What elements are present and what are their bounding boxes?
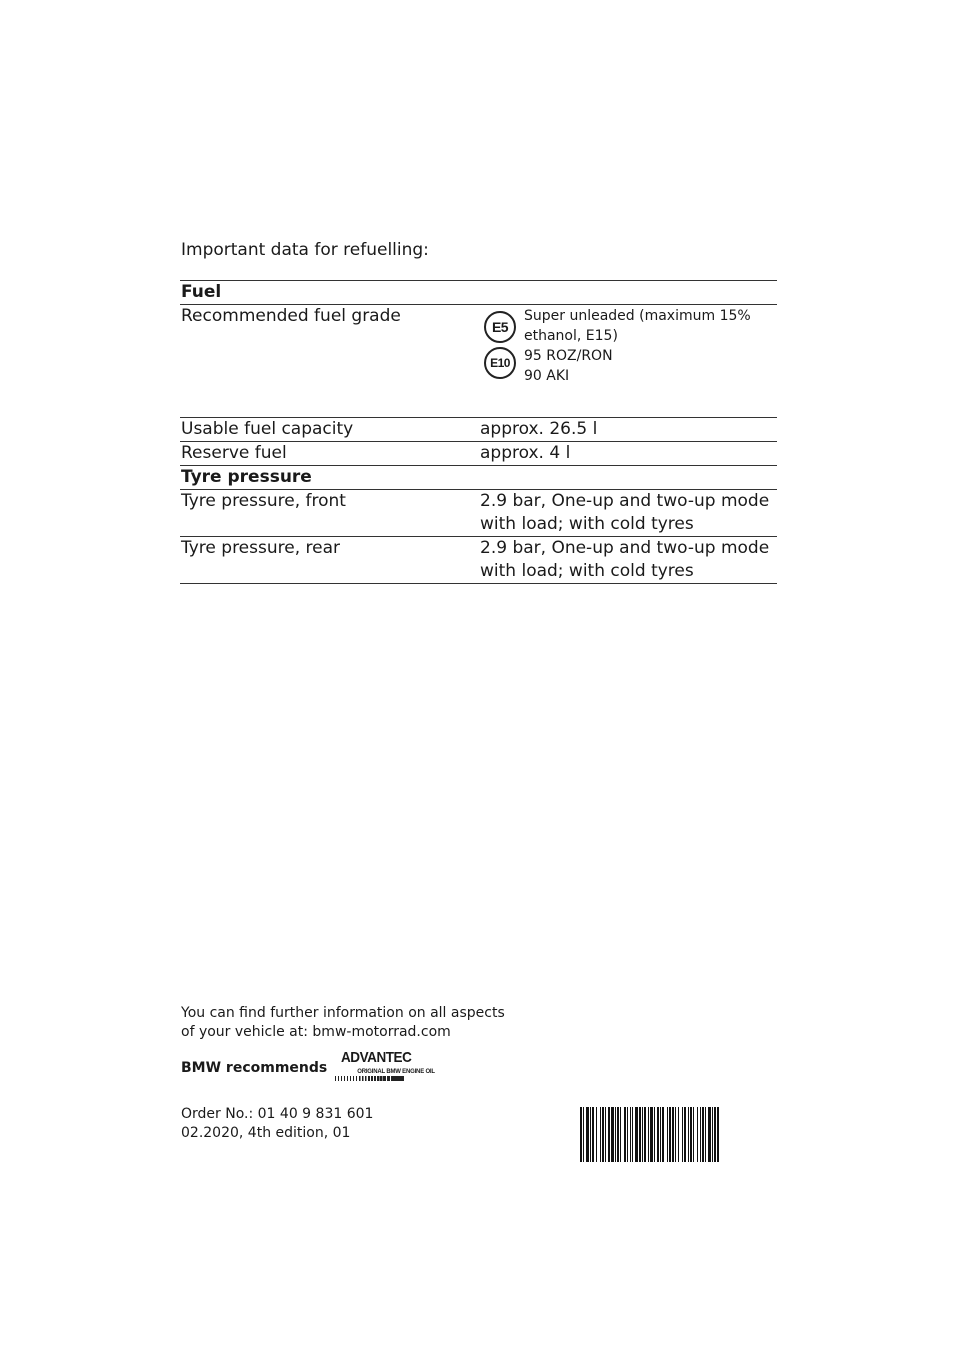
fuel-grade-line: Super unleaded (maximum 15% bbox=[524, 308, 751, 324]
fuel-grade-line: 90 AKI bbox=[524, 368, 570, 384]
fuel-grade-text bbox=[520, 305, 751, 417]
section-fuel bbox=[180, 280, 777, 304]
advantec-logo-subtitle: ORIGINAL BMW ENGINE OIL bbox=[357, 1069, 435, 1075]
further-info bbox=[181, 1004, 505, 1042]
advantec-logo-title: ADVANTEC bbox=[341, 1049, 412, 1066]
advantec-logo bbox=[335, 1049, 447, 1083]
order-number: Order No.: 01 40 9 831 601 bbox=[181, 1106, 374, 1122]
section-tyre-pressure bbox=[180, 465, 777, 489]
intro-heading: Important data for refuelling: bbox=[181, 240, 429, 260]
barcode-icon bbox=[580, 1107, 777, 1162]
edition-info: 02.2020, 4th edition, 01 bbox=[181, 1125, 351, 1141]
row-fuel-capacity bbox=[180, 417, 777, 441]
fuel-badges bbox=[480, 305, 520, 417]
fuel-capacity-label: Usable fuel capacity bbox=[181, 419, 354, 439]
row-reserve-fuel bbox=[180, 441, 777, 465]
order-info bbox=[181, 1105, 373, 1143]
tyre-rear-label: Tyre pressure, rear bbox=[181, 538, 340, 558]
section-fuel-label: Fuel bbox=[181, 282, 222, 302]
e10-badge-icon: E10 bbox=[484, 347, 516, 379]
e5-badge-icon: E5 bbox=[484, 311, 516, 343]
tyre-rear-value: 2.9 bar, One-up and two-up mode with load; with cold tyres bbox=[480, 538, 770, 581]
fuel-grade-line: 95 ROZ/RON bbox=[524, 348, 613, 364]
fuel-capacity-value: approx. 26.5 l bbox=[480, 419, 598, 439]
advantec-stripes-icon bbox=[335, 1076, 405, 1081]
reserve-fuel-label: Reserve fuel bbox=[181, 443, 287, 463]
fuel-grade-value bbox=[480, 305, 777, 417]
fuel-grade-line: ethanol, E15) bbox=[524, 328, 618, 344]
fuel-grade-label: Recommended fuel grade bbox=[181, 306, 401, 326]
recommends-label: BMW recommends bbox=[181, 1060, 328, 1076]
row-tyre-front bbox=[180, 489, 777, 536]
info-line: of your vehicle at: bmw-motorrad.com bbox=[181, 1024, 451, 1040]
bmw-recommends bbox=[181, 1049, 447, 1083]
refuelling-data-table bbox=[180, 280, 777, 584]
section-tyre-label: Tyre pressure bbox=[181, 467, 312, 487]
row-fuel-grade bbox=[180, 304, 777, 417]
row-tyre-rear bbox=[180, 536, 777, 584]
reserve-fuel-value: approx. 4 l bbox=[480, 443, 571, 463]
info-line: You can find further information on all aspects bbox=[181, 1005, 505, 1021]
tyre-front-value: 2.9 bar, One-up and two-up mode with load; with cold tyres bbox=[480, 491, 770, 534]
tyre-front-label: Tyre pressure, front bbox=[181, 491, 346, 511]
